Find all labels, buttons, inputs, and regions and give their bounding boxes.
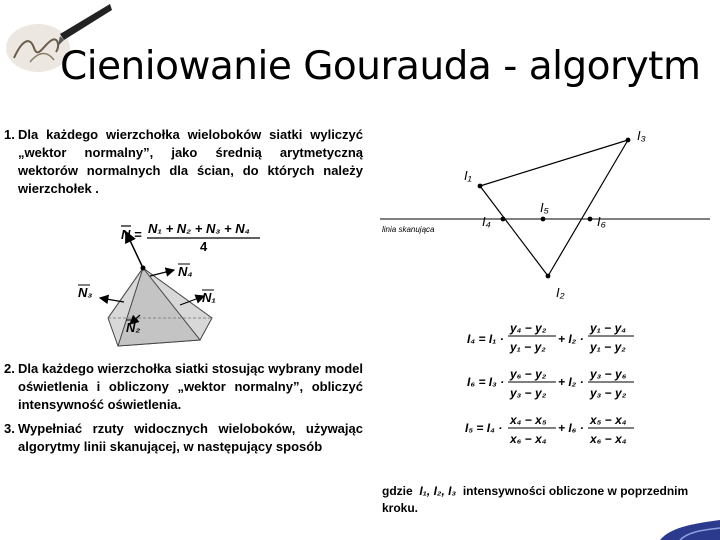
note-prefix: gdzie: [382, 484, 413, 498]
label-i5: I₅: [540, 200, 549, 215]
label-n3: N₃: [78, 285, 93, 300]
edge-i3-i2: [548, 140, 628, 276]
fraction-denominator: x₆ − x₄: [510, 432, 547, 446]
label-i4: I₄: [482, 214, 491, 229]
label-i2: I₂: [556, 285, 565, 300]
label-i1: I₁: [464, 168, 472, 183]
step-text: Dla każdego wierzchołka siatki stosując wybrany model oświetlenia i obliczony „wektor normalny”, obliczyć intensywność oświetlenia.: [18, 361, 363, 412]
point-i1: [478, 184, 483, 189]
fraction-numerator: x₄ − x₅: [510, 413, 547, 427]
label-n2: N₂: [126, 320, 141, 335]
fraction-numerator: y₄ − y₂: [510, 321, 547, 335]
fraction-denominator: y₃ − y₂: [510, 386, 547, 400]
fraction-numerator: y₃ − y₆: [590, 367, 627, 381]
edge-i1-i3: [480, 140, 628, 186]
note-suffix: intensywności obliczone w poprzednim kroku.: [382, 484, 689, 515]
point-i2: [546, 274, 551, 279]
point-i3: [626, 138, 631, 143]
step-number: 2.: [4, 361, 15, 376]
label-i6: I₆: [597, 214, 606, 229]
step-number: 1.: [4, 127, 15, 142]
label-n4: N₄: [178, 264, 193, 279]
fraction-denominator: y₃ − y₂: [590, 386, 627, 400]
fraction-numerator: y₁ − y₄: [590, 321, 627, 335]
point-i5: [541, 217, 546, 222]
edge-i1-i2: [480, 186, 548, 276]
step-number: 3.: [4, 421, 15, 436]
note-vars: I₁, I₂, I₃: [419, 484, 457, 498]
step-text: Dla każdego wierzchołka wieloboków siatki wyliczyć „wektor normalny”, jako średnią arytmetyczną wektorów normalnych dla ścian, do których należy wierzchołek .: [18, 127, 363, 196]
equation-mid: + I₂ ·: [558, 332, 584, 346]
fraction-numerator: y₆ − y₂: [510, 367, 547, 381]
label-i3: I₃: [637, 128, 646, 143]
formula-denominator: 4: [200, 239, 208, 254]
corner-decoration-icon: [630, 510, 720, 540]
fraction-denominator: x₆ − x₄: [590, 432, 627, 446]
equation-i4: [467, 321, 634, 354]
equation-lhs: I₆ = I₃ ·: [467, 375, 505, 389]
step-text: Wypełniać rzuty widocznych wieloboków, używając algorytmy linii skanującej, w następujący sposób: [18, 421, 363, 454]
equations: [465, 321, 634, 446]
point-i4: [501, 217, 506, 222]
equation-i5: [465, 413, 634, 446]
formula-lhs: N =: [121, 227, 142, 242]
label-n1: N₁: [202, 290, 216, 305]
fraction-denominator: y₁ − y₂: [510, 340, 546, 354]
equation-lhs: I₅ = I₄ ·: [465, 421, 503, 435]
equation-lhs: I₄ = I₁ ·: [467, 332, 504, 346]
point-i6: [588, 217, 593, 222]
equation-i6: [467, 367, 634, 400]
formula-numerator: N₁ + N₂ + N₃ + N₄: [148, 221, 250, 236]
fraction-denominator: y₁ − y₂: [590, 340, 626, 354]
equation-mid: + I₂ ·: [558, 375, 584, 389]
scanline-label: linia skanująca: [382, 225, 435, 234]
fraction-numerator: x₅ − x₄: [590, 413, 627, 427]
equation-mid: + I₆ ·: [558, 421, 584, 435]
page-title: Cieniowanie Gourauda - algorytm: [60, 44, 701, 89]
